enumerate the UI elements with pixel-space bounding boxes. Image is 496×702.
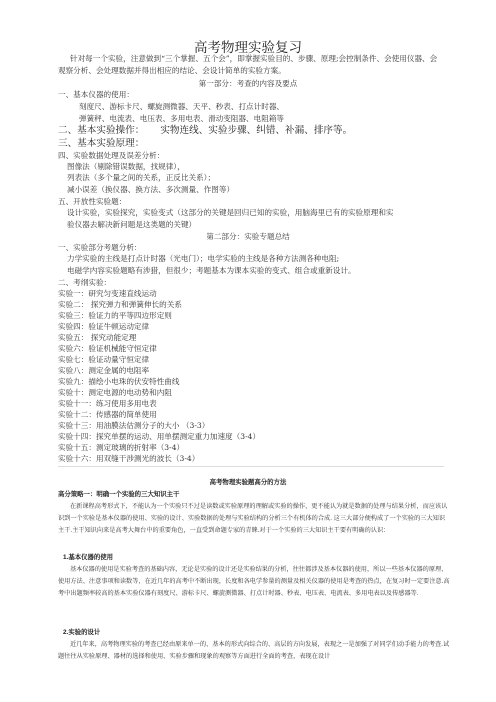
sec5-line1: 设计实验，实验探究，实验变式（这部分的关键是回归已知的实验，用脑海里已有的实验原理和实: [67, 208, 394, 217]
strategy1-paragraph: 在新课程高考形式下，不能认为一个实验只不过是读数或实验原理的理解或实验的操作，更不能认为就是数据的处理与结果分析，而应该认识到一个实验是基本仪器的使用、实验的设计、实验数据的处理与实验结构的分析三个有机体的合成. 这三大部分便构成了一个实验的三大知识主干.主干知识向来是高考大舞台中的重要角色，一直受到命题专家的青睐.对于一个实验的三大知识主干要有明确的认识：: [58, 503, 448, 535]
experiment-item: 实验九：描绘小电珠的伏安特性曲线: [58, 377, 180, 386]
experiment-item: 实验二： 探究弹力和弹簧伸长的关系: [58, 300, 182, 309]
experiment-item: 实验十二：传感器的简单使用: [58, 410, 157, 419]
strategy1-heading: 高分策略一：明确一个实验的三大知识主干: [58, 491, 180, 498]
subhead-experiment-design: 2.实验的设计: [63, 629, 101, 636]
part1-heading: 第一部分：考查的内容及要点: [198, 79, 298, 88]
sec2-content: 实物连线、实验步骤、纠错、补漏、排序等。: [160, 125, 353, 136]
exp-sec1-heading: 一、实验部分考题分析：: [58, 243, 142, 252]
intro-paragraph: 针对每一个实验，注意做到“三个掌握、五个会”，即掌握实验目的、步骤、原理;会控制条件、会使用仪器、会观察分析、会处理数据并得出相应的结论、会设计简单的实验方案。: [58, 54, 438, 75]
sec1-heading: 一、基本仪器的使用：: [58, 90, 134, 99]
experiment-item: 实验七：验证动量守恒定律: [58, 355, 150, 364]
sec2-label: 二、基本实验操作：: [58, 125, 145, 136]
experiment-item: 实验十三：用油膜法估测分子的大小 （3-3）: [58, 421, 210, 430]
sec4-heading: 四、实验数据处理及误差分析：: [58, 151, 165, 160]
section-divider: [58, 466, 444, 467]
sec5-heading: 五、开放性实验题：: [58, 197, 127, 206]
sec5-line2: 验仪器去解决新问题是这类题的关键）: [67, 220, 197, 229]
sec1-line2: 弹簧秤、电流表、电压表、多用电表、滑动变阻器、电阻箱等: [79, 114, 285, 123]
basic-instruments-paragraph: 基本仪器的使用是实验考查的基础内容，无论是实验的设计还是实验结果的分析，往往都涉及基本仪器的使用，所以一些基本仪器的原理、使用方法、注意事项和读数等，在近几年的高考中不断出现，长度和各电学参量的测量及相关仪器的使用是考查的热点，在复习时一定要注意.高考中出题频率较高的基本实验仪器有刻度尺、游标卡尺、螺旋测微器、打点计时器、秒表、电压表、电流表、多用电表以及传感器等.: [58, 566, 450, 598]
experiment-design-paragraph: 近几年来，高考物理实验的考查已经由原来单一的、基本的形式向综合的、高层的方向发展，表现之一是加强了对同学们动手能力的考查.试题往往从实验原理、器材的选择和使用、实验步骤和现象的观察等方面进行全面的考查，表现在设计: [58, 641, 450, 661]
experiment-item: 实验一：研究匀变速直线运动: [58, 289, 157, 298]
page-title: 高考物理实验复习: [194, 40, 302, 56]
sec3-heading: 三、基本实验原理：: [58, 138, 145, 149]
sec4-line1: 图像法（剔除错误数据，找规律），: [67, 162, 185, 171]
exp-sec1-line1: 力学实验的主线是打点计时器（光电门）；电学实验的主线是各种方法测各种电阻;: [67, 254, 340, 263]
experiment-item: 实验六：验证机械能守恒定律: [58, 344, 157, 353]
sec2-heading: [58, 125, 352, 137]
experiment-item: 实验三：验证力的平等四边形定则: [58, 311, 172, 320]
experiment-item: 实验四：验证牛顿运动定律: [58, 322, 150, 331]
experiment-item: 实验五： 探究动能定理: [58, 333, 137, 342]
exp-sec2-heading: 二、考纲实验：: [58, 278, 112, 287]
part2-heading: 第二部分：实验专题总结: [206, 232, 290, 241]
sec4-line3: 减小误差（换仪器、换方法、多次测量、作图等）: [67, 185, 235, 194]
experiment-item: 实验十：测定电源的电动势和内阻: [58, 388, 172, 397]
experiment-item: 实验十四：探究单摆的运动、用单摆测定重力加速度（3-4）: [58, 432, 261, 441]
experiment-item: 实验八：测定金属的电阻率: [58, 366, 150, 375]
exp-sec1-line2: 电磁学内容实验题略有涉猎，但很少；考题基本为课本实验的变式、组合或重新设计。: [67, 266, 356, 275]
experiment-item: 实验十六：用双缝干涉测光的波长（3-4）: [58, 454, 200, 463]
subhead-basic-instruments: 1.基本仪器的使用: [63, 554, 114, 561]
experiment-item: 实验十一：练习使用多用电表: [58, 399, 157, 408]
method-title: 高考物理实验题高分的方法: [209, 479, 287, 486]
sec1-line1: 刻度尺、游标卡尺、螺旋测微器、天平、秒表、打点计时器、: [79, 102, 285, 111]
experiment-item: 实验十五：测定玻璃的折射率（3-4）: [58, 443, 185, 452]
sec4-line2: 列表法（多个量之间的关系，正反比关系）；: [67, 173, 216, 182]
